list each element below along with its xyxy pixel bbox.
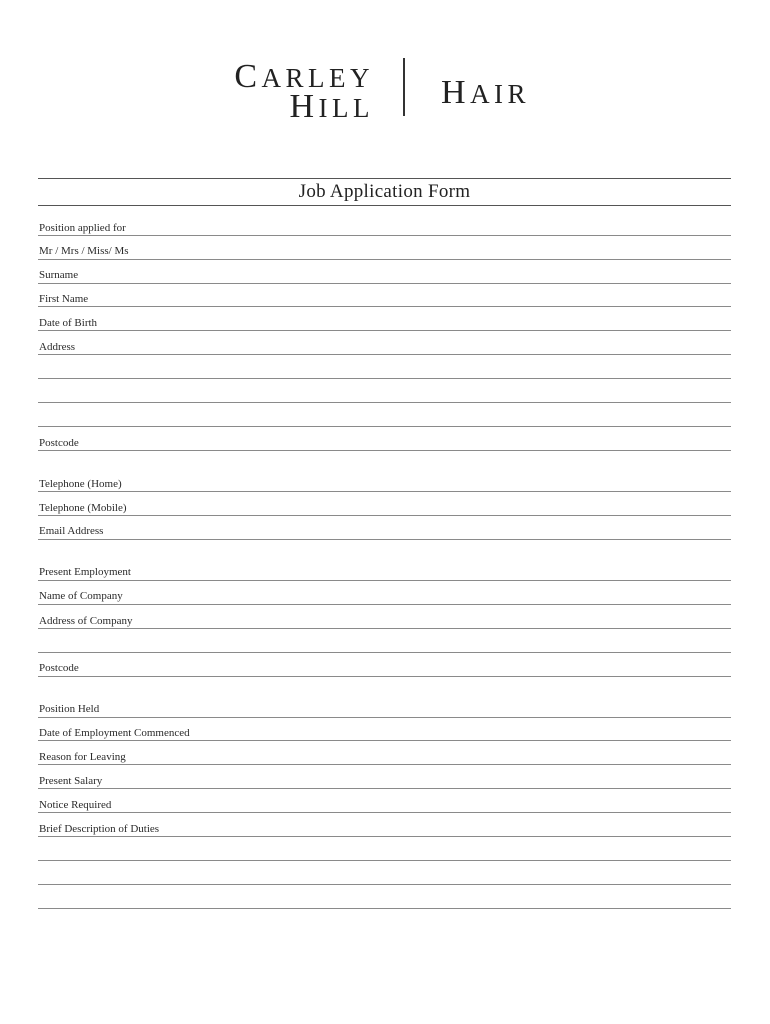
field-position-applied[interactable] [38,235,731,236]
label-position-held: Position Held [39,703,100,715]
field-dob[interactable] [38,330,731,331]
field-address-line-2[interactable] [38,378,731,379]
label-surname: Surname [39,269,79,281]
label-address: Address [39,341,76,353]
field-reason-leaving[interactable] [38,764,731,765]
field-position-held[interactable] [38,717,731,718]
label-present-salary: Present Salary [39,775,103,787]
field-email[interactable] [38,539,731,540]
field-tel-home[interactable] [38,491,731,492]
field-present-employment[interactable] [38,580,731,581]
logo-divider [403,58,405,116]
logo-word-carley: CARLEY [234,58,374,95]
label-tel-home: Telephone (Home) [39,478,122,490]
label-present-employment: Present Employment [39,566,131,578]
label-duties: Brief Description of Duties [39,823,160,835]
label-salutation: Mr / Mrs / Miss/ Ms [39,245,129,257]
field-address-line-4[interactable] [38,426,731,427]
title-bottom-rule [38,205,731,206]
form-title: Job Application Form [298,181,471,202]
field-postcode[interactable] [38,450,731,451]
field-duties-line-4[interactable] [38,908,731,909]
field-duties-line-2[interactable] [38,860,731,861]
logo-word-hair: HAIR [441,74,531,111]
label-company-address: Address of Company [39,615,133,627]
logo-word-hill: HILL [289,88,374,125]
label-company-postcode: Postcode [39,662,79,674]
title-top-rule [38,178,731,179]
field-salutation[interactable] [38,259,731,260]
field-company-name[interactable] [38,604,731,605]
label-postcode: Postcode [39,437,79,449]
field-company-address-line-1[interactable] [38,628,731,629]
field-duties-line-3[interactable] [38,884,731,885]
label-position-applied: Position applied for [39,222,126,234]
field-notice-required[interactable] [38,812,731,813]
label-first-name: First Name [39,293,89,305]
label-tel-mobile: Telephone (Mobile) [39,502,127,514]
field-address-line-3[interactable] [38,402,731,403]
label-reason-leaving: Reason for Leaving [39,751,126,763]
label-dob: Date of Birth [39,317,98,329]
field-company-address-line-2[interactable] [38,652,731,653]
field-first-name[interactable] [38,306,731,307]
field-employment-commenced[interactable] [38,740,731,741]
field-present-salary[interactable] [38,788,731,789]
field-tel-mobile[interactable] [38,515,731,516]
field-address-line-1[interactable] [38,354,731,355]
label-employment-commenced: Date of Employment Commenced [39,727,190,739]
label-company-name: Name of Company [39,590,123,602]
label-email: Email Address [39,525,104,537]
field-company-postcode[interactable] [38,676,731,677]
label-notice-required: Notice Required [39,799,112,811]
company-logo [0,0,770,140]
field-duties-line-1[interactable] [38,836,731,837]
field-surname[interactable] [38,283,731,284]
